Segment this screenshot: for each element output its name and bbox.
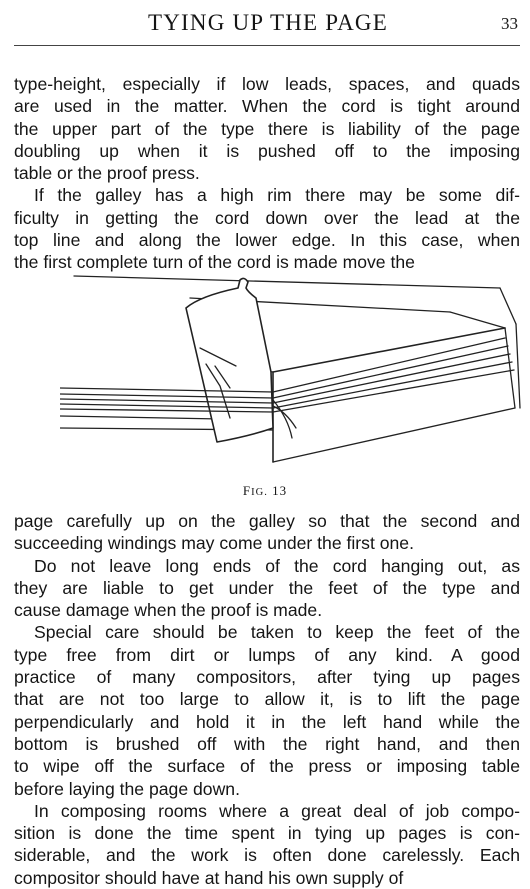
text-line: are used in the matter. When the cord is tight around <box>14 96 520 117</box>
paragraph <box>14 555 520 622</box>
text-line: the upper part of the type there is liability of the page <box>14 118 520 139</box>
text-line: In composing rooms where a great deal of job compo- <box>34 800 520 821</box>
body-text-top <box>14 73 520 274</box>
text-line: doubling up when it is pushed off to the imposing <box>14 140 520 161</box>
text-line: sition is done the time spent in tying up pages is con- <box>14 823 520 844</box>
text-line: cause damage when the proof is made. <box>14 600 323 621</box>
figure-caption-smallcaps: IG. <box>251 487 268 498</box>
page-number: 33 <box>501 14 518 33</box>
text-line: If the galley has a high rim there may be some dif- <box>34 185 520 206</box>
body-text-bottom <box>14 510 520 889</box>
text-line: practice of many compositors, after tying up pages <box>14 667 520 688</box>
paragraph <box>14 73 520 184</box>
text-line: that are not too large to allow it, is to lift the page <box>14 689 520 710</box>
text-line: Special care should be taken to keep the feet of the <box>34 622 520 643</box>
figure-caption-number: 13 <box>272 483 288 498</box>
text-line: perpendicularly and hold it in the left hand while the <box>14 711 520 732</box>
paragraph <box>14 621 520 799</box>
text-line: to wipe off the surface of the press or imposing table <box>14 756 520 777</box>
text-line: compositor should have at hand his own supply of <box>14 867 404 888</box>
figure-illustration <box>60 268 530 478</box>
text-line: succeeding windings may come under the first one. <box>14 533 414 554</box>
text-line: the first complete turn of the cord is made move the <box>14 252 415 273</box>
text-line: top line and along the lower edge. In this case, when <box>14 230 520 251</box>
text-line: siderable, and the work is often done carelessly. Each <box>14 845 520 866</box>
figure-caption <box>0 483 530 499</box>
text-line: before laying the page down. <box>14 778 240 799</box>
text-line: bottom is brushed off with the right hand, and then <box>14 733 520 754</box>
text-line: type-height, especially if low leads, spaces, and quads <box>14 74 520 94</box>
text-line: ficulty in getting the cord down over the lead at the <box>14 207 520 228</box>
figure-caption-prefix: F <box>242 483 252 498</box>
text-line: they are liable to get under the feet of the type and <box>14 577 520 598</box>
paragraph <box>14 184 520 273</box>
running-title: TYING UP THE PAGE <box>148 10 388 35</box>
running-head <box>14 10 522 38</box>
text-line: Do not leave long ends of the cord hanging out, as <box>34 555 520 576</box>
header-rule <box>14 45 520 46</box>
text-line: table or the proof press. <box>14 163 200 184</box>
text-line: page carefully up on the galley so that the second and <box>14 511 520 531</box>
paragraph <box>14 800 520 889</box>
text-line: type free from dirt or lumps of any kind. A good <box>14 644 520 665</box>
paragraph <box>14 510 520 555</box>
